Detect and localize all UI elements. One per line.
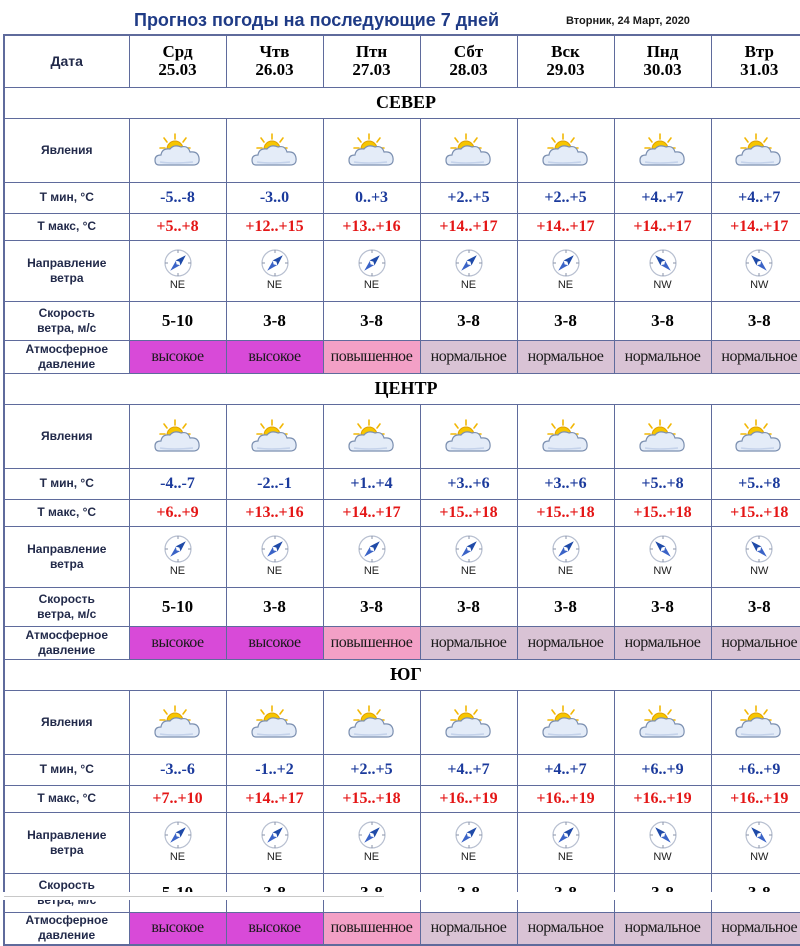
wind-direction-cell [226, 526, 323, 587]
row-label-line: давление [5, 643, 129, 658]
row-label-pressure [4, 912, 129, 945]
weather-cell [129, 690, 226, 754]
day-name: Срд [130, 43, 226, 61]
day-name: Сбт [421, 43, 517, 61]
row-label-tmin: Т мин, °С [4, 182, 129, 213]
tmax-value: +5..+8 [129, 213, 226, 240]
wind-direction [255, 248, 295, 291]
wind-direction-cell [420, 526, 517, 587]
current-date: Вторник, 24 Март, 2020 [566, 15, 690, 27]
day-date: 25.03 [130, 61, 226, 79]
weather-cell [323, 118, 420, 182]
partly-cloudy-icon [541, 417, 591, 455]
row-label-line: Атмосферное [5, 628, 129, 643]
tmin-value: -4..-7 [129, 468, 226, 499]
wind-speed-value: 3-8 [226, 301, 323, 340]
row-label-line: ветра [5, 843, 129, 858]
tmax-value: +7..+10 [129, 785, 226, 812]
region-header-row [4, 659, 800, 690]
row-label-line: давление [5, 357, 129, 372]
day-date: 31.03 [712, 61, 800, 79]
partly-cloudy-icon [347, 703, 397, 741]
day-date: 26.03 [227, 61, 323, 79]
pressure-value: нормальное [614, 340, 711, 373]
wind-direction [546, 534, 586, 577]
tmax-row [4, 213, 800, 240]
row-label-wind-direction [4, 526, 129, 587]
weather-cell [226, 404, 323, 468]
tmin-value: -1..+2 [226, 754, 323, 785]
partly-cloudy-icon [638, 417, 688, 455]
tmin-value: -2..-1 [226, 468, 323, 499]
wind-direction [643, 248, 683, 291]
row-label-phenomena: Явления [4, 118, 129, 182]
wind-speed-value: 5-10 [129, 587, 226, 626]
wind-direction [546, 820, 586, 863]
wind-compass-icon [551, 534, 581, 564]
page-title: Прогноз погоды на последующие 7 дней [134, 10, 499, 31]
wind-speed-row [4, 301, 800, 340]
tmin-value: +2..+5 [420, 182, 517, 213]
partly-cloudy-icon [153, 417, 203, 455]
day-name: Вск [518, 43, 614, 61]
phenomena-row [4, 690, 800, 754]
wind-compass-icon [744, 534, 774, 564]
wind-direction [643, 534, 683, 577]
wind-compass-icon [357, 534, 387, 564]
row-label-line: давление [5, 928, 129, 943]
day-name: Пнд [615, 43, 711, 61]
weather-cell [517, 404, 614, 468]
wind-direction-label: NE [449, 851, 489, 863]
wind-direction [449, 534, 489, 577]
weather-cell [711, 690, 800, 754]
weather-cell [420, 118, 517, 182]
wind-direction [546, 248, 586, 291]
wind-compass-icon [454, 820, 484, 850]
day-date: 28.03 [421, 61, 517, 79]
pressure-value: повышенное [323, 340, 420, 373]
wind-compass-icon [648, 820, 678, 850]
wind-compass-icon [744, 820, 774, 850]
pressure-value: повышенное [323, 912, 420, 945]
wind-direction [739, 820, 779, 863]
wind-direction-label: NE [255, 279, 295, 291]
wind-direction-cell [323, 240, 420, 301]
row-label-tmax: Т макс, °С [4, 785, 129, 812]
wind-direction-label: NE [546, 279, 586, 291]
row-label-tmin: Т мин, °С [4, 468, 129, 499]
wind-direction-cell [226, 240, 323, 301]
pressure-value: нормальное [420, 912, 517, 945]
wind-direction-label: NE [158, 279, 198, 291]
row-label-line: ветра [5, 557, 129, 572]
wind-direction [158, 820, 198, 863]
pressure-value: нормальное [420, 340, 517, 373]
region-name: СЕВЕР [4, 87, 800, 118]
row-label-line: Направление [5, 542, 129, 557]
day-header [129, 35, 226, 87]
pressure-row [4, 912, 800, 945]
tmax-value: +15..+18 [517, 499, 614, 526]
wind-direction [255, 820, 295, 863]
row-label-line: ветра, м/с [5, 321, 129, 336]
partly-cloudy-icon [347, 131, 397, 169]
tmin-row [4, 754, 800, 785]
tmin-value: +4..+7 [517, 754, 614, 785]
tmax-value: +16..+19 [420, 785, 517, 812]
tmin-row [4, 468, 800, 499]
row-label-line: ветра [5, 271, 129, 286]
wind-speed-value: 3-8 [420, 301, 517, 340]
weather-cell [226, 118, 323, 182]
phenomena-row [4, 404, 800, 468]
row-label-tmax: Т макс, °С [4, 213, 129, 240]
partly-cloudy-icon [638, 131, 688, 169]
wind-speed-value: 5-10 [129, 301, 226, 340]
region-name: ЮГ [4, 659, 800, 690]
pressure-value: нормальное [420, 626, 517, 659]
weather-cell [517, 690, 614, 754]
wind-direction-row [4, 812, 800, 873]
row-label-pressure [4, 626, 129, 659]
tmax-value: +15..+18 [711, 499, 800, 526]
weather-cell [711, 404, 800, 468]
weather-cell [614, 404, 711, 468]
tmin-value: 0..+3 [323, 182, 420, 213]
wind-direction-cell [711, 526, 800, 587]
tmax-value: +6..+9 [129, 499, 226, 526]
wind-direction-cell [420, 812, 517, 873]
weather-cell [517, 118, 614, 182]
wind-direction [449, 820, 489, 863]
wind-direction-cell [420, 240, 517, 301]
tmin-row [4, 182, 800, 213]
day-name: Чтв [227, 43, 323, 61]
wind-direction-label: NE [352, 851, 392, 863]
wind-compass-icon [744, 248, 774, 278]
pressure-row [4, 626, 800, 659]
pressure-value: нормальное [517, 626, 614, 659]
day-name: Птн [324, 43, 420, 61]
wind-direction [158, 248, 198, 291]
row-label-line: Скорость [5, 592, 129, 607]
pressure-value: высокое [226, 340, 323, 373]
day-header [226, 35, 323, 87]
partly-cloudy-icon [444, 417, 494, 455]
wind-direction-label: NW [643, 851, 683, 863]
tmin-value: +1..+4 [323, 468, 420, 499]
wind-direction-label: NW [643, 279, 683, 291]
wind-direction-cell [129, 526, 226, 587]
wind-direction [255, 534, 295, 577]
page-header [0, 0, 800, 34]
tmin-value: +6..+9 [614, 754, 711, 785]
wind-compass-icon [357, 820, 387, 850]
row-label-line: Направление [5, 828, 129, 843]
tmin-value: +4..+7 [614, 182, 711, 213]
tmax-value: +14..+17 [226, 785, 323, 812]
pressure-value: нормальное [711, 626, 800, 659]
wind-direction-cell [517, 812, 614, 873]
row-label-phenomena: Явления [4, 404, 129, 468]
day-header [614, 35, 711, 87]
tmax-value: +15..+18 [323, 785, 420, 812]
tmax-value: +14..+17 [711, 213, 800, 240]
partly-cloudy-icon [444, 703, 494, 741]
pressure-value: высокое [129, 340, 226, 373]
row-label-wind-speed [4, 587, 129, 626]
pressure-value: высокое [226, 626, 323, 659]
wind-direction-label: NE [546, 851, 586, 863]
row-label-phenomena: Явления [4, 690, 129, 754]
partly-cloudy-icon [444, 131, 494, 169]
wind-direction [449, 248, 489, 291]
row-label-line: Скорость [5, 306, 129, 321]
pressure-value: нормальное [517, 912, 614, 945]
pressure-value: нормальное [711, 912, 800, 945]
tmax-value: +14..+17 [517, 213, 614, 240]
tmax-value: +15..+18 [420, 499, 517, 526]
pressure-value: высокое [129, 912, 226, 945]
region-name: ЦЕНТР [4, 373, 800, 404]
wind-direction-label: NW [739, 565, 779, 577]
day-header [711, 35, 800, 87]
weather-cell [129, 118, 226, 182]
weather-cell [420, 404, 517, 468]
tmax-value: +16..+19 [614, 785, 711, 812]
day-header [517, 35, 614, 87]
pressure-value: повышенное [323, 626, 420, 659]
tmin-value: +4..+7 [420, 754, 517, 785]
tmin-value: +3..+6 [420, 468, 517, 499]
phenomena-row [4, 118, 800, 182]
wind-direction-label: NE [352, 565, 392, 577]
day-date: 27.03 [324, 61, 420, 79]
day-header [323, 35, 420, 87]
tmin-value: +5..+8 [614, 468, 711, 499]
wind-direction-label: NW [643, 565, 683, 577]
wind-speed-row [4, 587, 800, 626]
wind-direction-row [4, 240, 800, 301]
partly-cloudy-icon [153, 703, 203, 741]
weather-cell [323, 690, 420, 754]
pressure-value: нормальное [517, 340, 614, 373]
tmin-value: +6..+9 [711, 754, 800, 785]
row-label-line: Атмосферное [5, 913, 129, 928]
partly-cloudy-icon [734, 417, 784, 455]
wind-direction-label: NW [739, 279, 779, 291]
wind-compass-icon [648, 534, 678, 564]
wind-direction-cell [711, 812, 800, 873]
wind-direction-label: NE [158, 565, 198, 577]
weather-cell [614, 690, 711, 754]
wind-direction-cell [614, 240, 711, 301]
wind-compass-icon [163, 820, 193, 850]
wind-direction-cell [517, 526, 614, 587]
partly-cloudy-icon [250, 131, 300, 169]
wind-direction [352, 248, 392, 291]
row-label-wind-direction [4, 240, 129, 301]
wind-direction-cell [711, 240, 800, 301]
wind-speed-value: 3-8 [420, 587, 517, 626]
wind-direction-cell [323, 812, 420, 873]
tmax-row [4, 499, 800, 526]
day-header [420, 35, 517, 87]
wind-direction-label: NE [255, 851, 295, 863]
pressure-value: нормальное [711, 340, 800, 373]
tmin-value: -3..0 [226, 182, 323, 213]
wind-direction-label: NE [158, 851, 198, 863]
row-label-line: Атмосферное [5, 342, 129, 357]
wind-compass-icon [648, 248, 678, 278]
partly-cloudy-icon [734, 131, 784, 169]
weather-cell [614, 118, 711, 182]
wind-direction [352, 534, 392, 577]
row-label-tmin: Т мин, °С [4, 754, 129, 785]
forecast-table [3, 34, 800, 946]
row-label-line: Скорость [5, 878, 129, 893]
tmax-row [4, 785, 800, 812]
wind-compass-icon [551, 248, 581, 278]
wind-direction-row [4, 526, 800, 587]
tmax-value: +13..+16 [226, 499, 323, 526]
wind-speed-value: 3-8 [323, 301, 420, 340]
tmin-value: -3..-6 [129, 754, 226, 785]
tmax-value: +12..+15 [226, 213, 323, 240]
partly-cloudy-icon [347, 417, 397, 455]
wind-direction [739, 534, 779, 577]
wind-compass-icon [163, 534, 193, 564]
partly-cloudy-icon [250, 417, 300, 455]
pressure-value: нормальное [614, 626, 711, 659]
partly-cloudy-icon [250, 703, 300, 741]
pressure-row [4, 340, 800, 373]
region-header-row [4, 373, 800, 404]
wind-direction-label: NE [546, 565, 586, 577]
wind-speed-value: 3-8 [614, 301, 711, 340]
wind-direction-cell [129, 812, 226, 873]
tmin-value: +2..+5 [517, 182, 614, 213]
tmin-value: +3..+6 [517, 468, 614, 499]
wind-compass-icon [260, 820, 290, 850]
wind-direction-label: NE [449, 565, 489, 577]
wind-speed-value: 3-8 [517, 587, 614, 626]
row-label-wind-speed [4, 301, 129, 340]
day-name: Втр [712, 43, 800, 61]
weather-cell [323, 404, 420, 468]
wind-speed-value: 3-8 [614, 587, 711, 626]
pressure-value: высокое [129, 626, 226, 659]
row-label-tmax: Т макс, °С [4, 499, 129, 526]
partly-cloudy-icon [541, 703, 591, 741]
wind-compass-icon [163, 248, 193, 278]
wind-compass-icon [454, 534, 484, 564]
wind-direction-cell [129, 240, 226, 301]
wind-speed-value: 3-8 [517, 301, 614, 340]
wind-speed-value: 3-8 [711, 301, 800, 340]
date-column-header: Дата [4, 35, 129, 87]
wind-direction-cell [517, 240, 614, 301]
day-date: 30.03 [615, 61, 711, 79]
wind-compass-icon [551, 820, 581, 850]
partly-cloudy-icon [153, 131, 203, 169]
weather-cell [420, 690, 517, 754]
wind-direction-label: NE [449, 279, 489, 291]
wind-direction-label: NE [255, 565, 295, 577]
row-label-line: ветра, м/с [5, 607, 129, 622]
tmin-value: +2..+5 [323, 754, 420, 785]
pressure-value: высокое [226, 912, 323, 945]
wind-direction [643, 820, 683, 863]
day-date: 29.03 [518, 61, 614, 79]
tmax-value: +14..+17 [323, 499, 420, 526]
partly-cloudy-icon [541, 131, 591, 169]
wind-speed-value: 3-8 [711, 587, 800, 626]
wind-direction-cell [614, 812, 711, 873]
region-header-row [4, 87, 800, 118]
wind-compass-icon [454, 248, 484, 278]
footer-divider [4, 896, 384, 897]
wind-compass-icon [357, 248, 387, 278]
tmax-value: +13..+16 [323, 213, 420, 240]
tmin-value: +4..+7 [711, 182, 800, 213]
date-header-row [4, 35, 800, 87]
partly-cloudy-icon [638, 703, 688, 741]
row-label-wind-direction [4, 812, 129, 873]
row-label-pressure [4, 340, 129, 373]
partly-cloudy-icon [734, 703, 784, 741]
tmin-value: -5..-8 [129, 182, 226, 213]
tmax-value: +14..+17 [420, 213, 517, 240]
wind-direction-label: NW [739, 851, 779, 863]
weather-cell [711, 118, 800, 182]
tmax-value: +16..+19 [711, 785, 800, 812]
wind-direction [158, 534, 198, 577]
wind-speed-value: 3-8 [226, 587, 323, 626]
tmax-value: +14..+17 [614, 213, 711, 240]
weather-cell [226, 690, 323, 754]
tmax-value: +15..+18 [614, 499, 711, 526]
pressure-value: нормальное [614, 912, 711, 945]
wind-direction-cell [614, 526, 711, 587]
wind-direction [739, 248, 779, 291]
weather-cell [129, 404, 226, 468]
wind-direction-cell [323, 526, 420, 587]
wind-direction-cell [226, 812, 323, 873]
wind-compass-icon [260, 248, 290, 278]
row-label-line: Направление [5, 256, 129, 271]
tmin-value: +5..+8 [711, 468, 800, 499]
tmax-value: +16..+19 [517, 785, 614, 812]
wind-compass-icon [260, 534, 290, 564]
wind-direction [352, 820, 392, 863]
wind-speed-value: 3-8 [323, 587, 420, 626]
wind-direction-label: NE [352, 279, 392, 291]
